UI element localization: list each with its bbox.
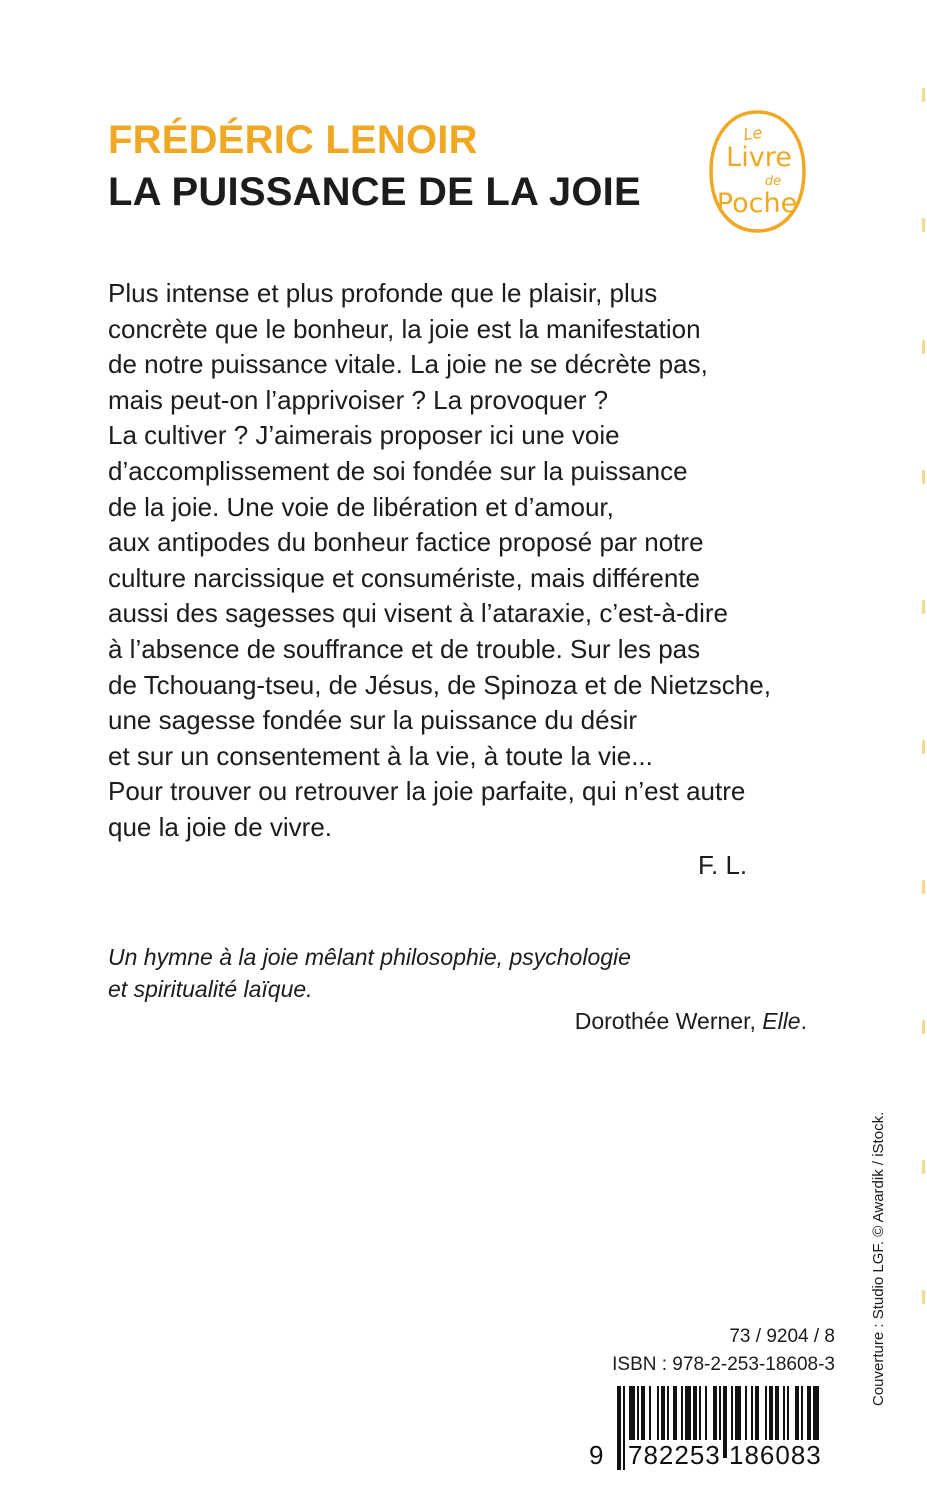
blurb-line: aussi des sagesses qui visent à l’ataraxie, c’est-à-dire [108,598,728,629]
cover-credit: Couverture : Studio LGF. © Awardik / iStock. [870,1111,887,1406]
quote-line: Un hymne à la joie mêlant philosophie, psychologie [108,944,631,970]
book-title: LA PUISSANCE DE LA JOIE [108,170,641,214]
blurb-line: Plus intense et plus profonde que le plaisir, plus [108,278,658,308]
blurb-line: de notre puissance vitale. La joie ne se décrète pas, [108,349,708,380]
barcode-bar [617,1386,621,1470]
quote-line: et spiritualité laïque. [108,976,313,1002]
blurb-line: à l’absence de souffrance et de trouble. Sur les pas [108,633,701,664]
quote-period: . [800,1008,807,1034]
barcode-digit-group-left: 782253 [628,1440,721,1470]
barcode-first-digit: 9 [589,1440,604,1470]
blurb-line: que la joie de vivre. [108,811,333,842]
blurb-line: concrète que le bonheur, la joie est la manifestation [108,313,701,344]
quote-attribution [575,1008,807,1035]
blurb-line: une sagesse fondée sur la puissance du désir [108,705,638,736]
blurb-line: d’accomplissement de soi fondée sur la puissance [108,455,688,486]
blurb-line: La cultiver ? J’aimerais proposer ici une voie [108,420,620,451]
publisher-logo [707,109,808,234]
back-cover-blurb [108,276,828,846]
logo-word-de: de [764,174,782,189]
blurb-line: Pour trouver ou retrouver la joie parfaite, qui n’est autre [108,776,746,807]
author-name: FRÉDÉRIC LENOIR [108,118,478,162]
blurb-line: culture narcissique et consumériste, mais différente [108,562,701,593]
barcode-bar [623,1386,625,1470]
quote-author: Dorothée Werner, [574,1008,763,1034]
blurb-line: et sur un consentement à la vie, à toute la vie... [108,740,653,771]
blurb-line: de Tchouang-tseu, de Jésus, de Spinoza et de Nietzsche, [108,669,771,700]
blurb-line: de la joie. Une voie de libération et d’amour, [108,491,614,522]
logo-word-poche: Poche [716,188,798,219]
logo-word-le: Le [742,122,764,145]
blurb-line: aux antipodes du bonheur factice proposé par notre [108,527,704,558]
isbn-number: ISBN : 978-2-253-18608-3 [612,1354,835,1375]
blurb-signature: F. L. [698,850,748,880]
barcode-digit-group-right: 186083 [729,1440,822,1470]
catalog-code: 73 / 9204 / 8 [729,1326,835,1347]
press-quote [108,941,631,1005]
blurb-line: mais peut-on l’apprivoiser ? La provoquer ? [108,384,609,415]
spine-edge-marks [919,0,927,1500]
quote-magazine: Elle [762,1008,801,1034]
logo-word-livre: Livre [726,142,792,173]
